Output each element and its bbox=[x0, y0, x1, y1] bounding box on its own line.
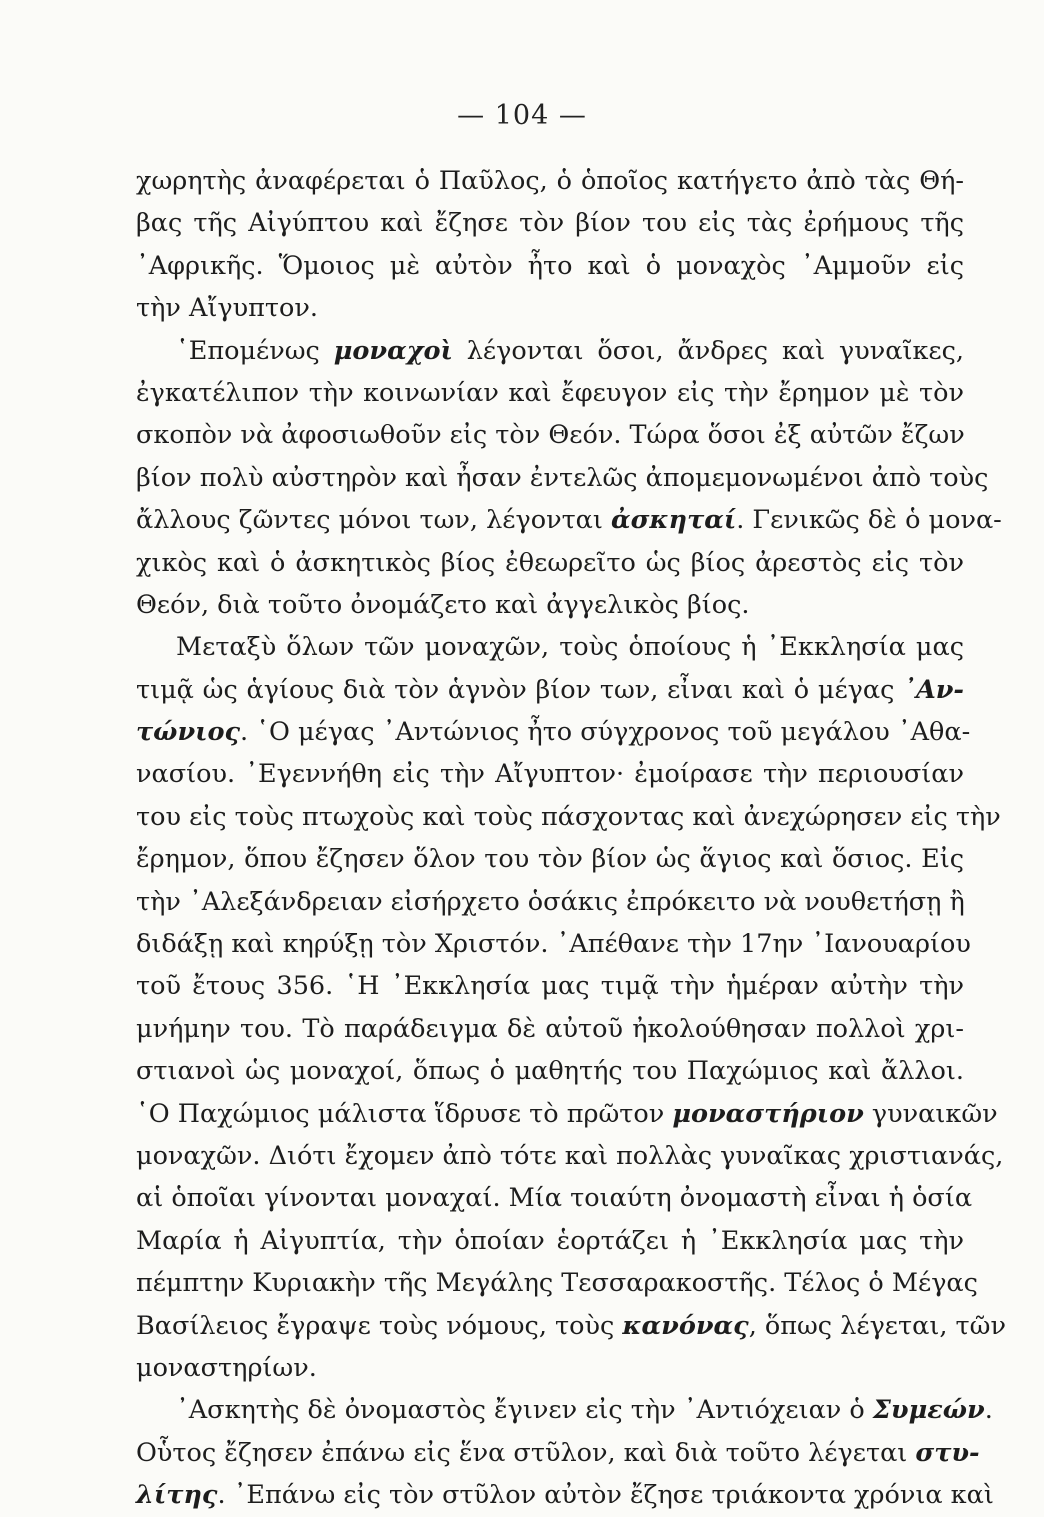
text-segment: Βασίλειος ἔγραψε τοὺς νόμους, τοὺς bbox=[136, 1310, 623, 1341]
text-segment: χωρητὴς ἀναφέρεται ὁ Παῦλος, ὁ ὁποῖος κατήγετο ἀπὸ τὰς Θή- bbox=[136, 166, 964, 196]
text-segment: ᾿Αφρικῆς. Ὅμοιος μὲ αὐτὸν ἦτο καὶ ὁ μοναχὸς ᾿Αμμοῦν εἰς bbox=[136, 250, 964, 281]
text-line bbox=[136, 711, 971, 753]
text-segment: Οὗτος ἔζησεν ἐπάνω εἰς ἕνα στῦλον, καὶ διὰ τοῦτο λέγεται bbox=[136, 1437, 916, 1468]
text-segment: τὴν Αἴγυπτον. bbox=[136, 293, 318, 324]
emphasized-term: λίτης bbox=[136, 1480, 218, 1511]
text-line bbox=[136, 753, 964, 795]
text-line bbox=[136, 1389, 993, 1431]
emphasized-term: ᾿Αν- bbox=[903, 674, 964, 705]
text-segment: . Γενικῶς δὲ ὁ μονα- bbox=[736, 505, 1002, 536]
text-segment: βας τῆς Αἰγύπτου καὶ ἔζησε τὸν βίον του εἰς τὰς ἐρήμους τῆς bbox=[136, 208, 964, 239]
text-segment: ᾿Ασκητὴς δὲ ὀνομαστὸς ἔγινεν εἰς τὴν ᾿Αντιόχειαν ὁ bbox=[176, 1395, 873, 1426]
text-line bbox=[136, 372, 964, 414]
text-line bbox=[136, 1008, 964, 1050]
text-line bbox=[136, 1305, 1006, 1347]
text-line bbox=[136, 584, 964, 626]
text-line bbox=[136, 457, 989, 499]
text-segment: χικὸς καὶ ὁ ἀσκητικὸς βίος ἐθεωρεῖτο ὡς βίος ἀρεστὸς εἰς τὸν bbox=[136, 547, 964, 578]
text-segment: πέμπτην Κυριακὴν τῆς Μεγάλης Τεσσαρακοστῆς. Τέλος ὁ Μέγας bbox=[136, 1268, 978, 1299]
text-segment: ἄλλους ζῶντες μόνοι των, λέγονται bbox=[136, 505, 611, 536]
text-segment: τιμᾷ ὡς ἁγίους διὰ τὸν ἁγνὸν βίον των, εἶναι καὶ ὁ μέγας bbox=[136, 674, 904, 705]
text-segment: βίον πολὺ αὐστηρὸν καὶ ἦσαν ἐντελῶς ἀπομεμονωμένοι ἀπὸ τοὺς bbox=[136, 462, 989, 493]
text-line bbox=[136, 1135, 1004, 1177]
text-line bbox=[136, 160, 964, 202]
text-line bbox=[136, 626, 964, 668]
text-line bbox=[136, 330, 964, 372]
text-segment: λέγονται ὅσοι, ἄνδρες καὶ γυναῖκες, bbox=[452, 335, 964, 366]
text-line bbox=[136, 1432, 980, 1474]
text-segment: ἔρημον, ὅπου ἔζησεν ὅλον του τὸν βίον ὡς ἅγιος καὶ ὅσιος. Εἰς bbox=[136, 844, 964, 875]
text-segment: Μεταξὺ ὅλων τῶν μοναχῶν, τοὺς ὁποίους ἡ ᾿Εκκλησία μας bbox=[176, 632, 964, 663]
text-line bbox=[136, 414, 964, 456]
text-segment: . bbox=[984, 1395, 993, 1426]
text-line bbox=[136, 1093, 998, 1135]
emphasized-term: Συμεών bbox=[872, 1395, 985, 1426]
text-segment: ῾Επομένως bbox=[176, 335, 334, 366]
text-segment: διδάξῃ καὶ κηρύξῃ τὸν Χριστόν. ᾿Απέθανε τὴν 17ην ᾿Ιανουαρίου bbox=[136, 929, 971, 960]
text-segment: μοναχῶν. Διότι ἔχομεν ἀπὸ τότε καὶ πολλὰς γυναῖκας χριστιανάς, bbox=[136, 1140, 1004, 1171]
text-segment: αἱ ὁποῖαι γίνονται μοναχαί. Μία τοιαύτη ὀνομαστὴ εἶναι ἡ ὁσία bbox=[136, 1183, 973, 1214]
text-segment: Μαρία ἡ Αἰγυπτία, τὴν ὁποίαν ἑορτάζει ἡ ᾿Εκκλησία μας τὴν bbox=[136, 1225, 964, 1256]
text-segment: μνήμην του. Τὸ παράδειγμα δὲ αὐτοῦ ἠκολούθησαν πολλοὶ χρι- bbox=[136, 1013, 964, 1044]
text-segment: Θεόν, διὰ τοῦτο ὀνομάζετο καὶ ἀγγελικὸς βίος. bbox=[136, 589, 750, 620]
text-line bbox=[136, 1220, 964, 1262]
text-line bbox=[136, 1177, 973, 1219]
text-line bbox=[136, 1050, 964, 1092]
text-segment: του εἰς τοὺς πτωχοὺς καὶ τοὺς πάσχοντας καὶ ἀνεχώρησεν εἰς τὴν bbox=[136, 801, 1001, 832]
text-segment: τοῦ ἔτους 356. ῾Η ᾿Εκκλησία μας τιμᾷ τὴν ἡμέραν αὐτὴν τὴν bbox=[136, 971, 964, 1002]
text-line bbox=[136, 669, 964, 711]
text-segment: . ᾿Επάνω εἰς τὸν στῦλον αὐτὸν ἔζησε τριάκοντα χρόνια καὶ bbox=[217, 1480, 994, 1511]
emphasized-term: μοναστήριον bbox=[672, 1098, 864, 1129]
text-line bbox=[136, 965, 964, 1007]
text-line bbox=[136, 838, 964, 880]
text-line bbox=[136, 881, 964, 923]
emphasized-term: τώνιος bbox=[136, 717, 241, 748]
emphasized-term: ἀσκηταί bbox=[611, 505, 737, 536]
text-line bbox=[136, 923, 971, 965]
text-line bbox=[136, 1262, 978, 1304]
text-line bbox=[136, 499, 1002, 541]
page-number: — 104 — bbox=[457, 100, 587, 131]
emphasized-term: στυ- bbox=[915, 1437, 980, 1468]
text-segment: . ῾Ο μέγας ᾿Αντώνιος ἦτο σύγχρονος τοῦ μεγάλου ᾿Αθα- bbox=[240, 717, 971, 748]
text-segment: ἐγκατέλιπον τὴν κοινωνίαν καὶ ἔφευγον εἰς τὴν ἔρημον μὲ τὸν bbox=[136, 377, 964, 408]
text-segment: μοναστηρίων. bbox=[136, 1352, 317, 1383]
text-line bbox=[136, 245, 964, 287]
text-segment: , ὅπως λέγεται, τῶν bbox=[748, 1310, 1006, 1341]
text-line bbox=[136, 796, 1001, 838]
text-line bbox=[136, 1474, 994, 1516]
emphasized-term: κανόνας bbox=[622, 1310, 749, 1341]
text-segment: γυναικῶν bbox=[863, 1098, 998, 1129]
text-line bbox=[136, 1347, 964, 1389]
text-segment: τὴν ᾿Αλεξάνδρειαν εἰσήρχετο ὁσάκις ἐπρόκειτο νὰ νουθετήσῃ ἢ bbox=[136, 886, 965, 917]
text-line bbox=[136, 542, 964, 584]
text-line bbox=[136, 202, 964, 244]
body-text bbox=[136, 160, 1006, 1517]
emphasized-term: μοναχοὶ bbox=[333, 335, 453, 366]
text-segment: ῾Ο Παχώμιος μάλιστα ἵδρυσε τὸ πρῶτον bbox=[136, 1098, 673, 1129]
text-segment: νασίου. ᾿Εγεννήθη εἰς τὴν Αἴγυπτον· ἐμοίρασε τὴν περιουσίαν bbox=[136, 759, 964, 790]
text-segment: σκοπὸν νὰ ἀφοσιωθοῦν εἰς τὸν Θεόν. Τώρα ὅσοι ἐξ αὐτῶν ἔζων bbox=[136, 420, 965, 451]
text-line bbox=[136, 287, 964, 329]
text-segment: στιανοὶ ὡς μοναχοί, ὅπως ὁ μαθητής του Παχώμιος καὶ ἄλλοι. bbox=[136, 1056, 964, 1087]
